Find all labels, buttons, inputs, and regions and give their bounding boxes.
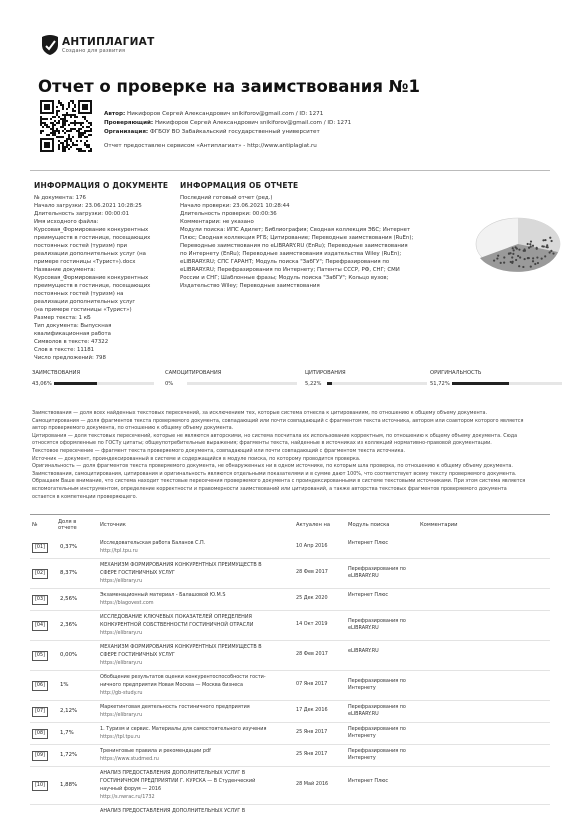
source-title: МЕХАНИЗМ ФОРМИРОВАНИЯ КОНКУРЕНТНЫХ ПРЕИМУЩЕСТВ В <box>100 562 262 568</box>
metric-label: ЗАИМСТВОВАНИЯ <box>32 370 81 376</box>
doc-info-line: преимуществ в гостинице, посещающих <box>34 283 151 289</box>
report-info-line: eLIBRARY.RU; СПС ГАРАНТ; Модуль поиска "ЗабГУ"; Перефразирования по <box>180 259 390 265</box>
doc-info-line: Число предложений: 798 <box>34 355 106 361</box>
row-module <box>348 592 420 599</box>
source-title: АНАЛИЗ ПРЕДОСТАВЛЕНИЯ ДОПОЛНИТЕЛЬНЫХ УСЛУГ В <box>100 770 246 776</box>
row-source <box>100 591 288 607</box>
row-number: [04] <box>32 621 48 631</box>
row-module <box>348 778 420 785</box>
definition-line: относятся оформленные по ГОСТу цитаты; общеупотребительные выражения; фрагменты текста, найденные в источниках из коллекций нормативно-правовой документации. <box>32 440 492 447</box>
row-number: [02] <box>32 569 48 579</box>
report-info-line: Длительность проверки: 00:00:36 <box>180 211 277 217</box>
definition-line: Обращаем Ваше внимание, что система находит текстовые пересечения проверяемого документа с проиндексированными в системе текстовыми источниками. При этом система является <box>32 478 526 485</box>
service-notice[interactable]: Отчет предоставлен сервисом «Антиплагиат» - http://www.antiplagiat.ru <box>104 143 317 149</box>
checker-label: Проверяющий: <box>104 120 154 126</box>
row-share: 2,56% <box>60 596 78 602</box>
row-share: 2,12% <box>60 708 78 714</box>
module-line: Интернету <box>348 755 376 761</box>
source-title: Тренинговые правила и рекомендации pdf <box>100 748 211 754</box>
source-link[interactable]: https://elibrary.ru <box>100 712 143 718</box>
source-title: Обобщение результатов оценки конкурентоспособности гости- <box>100 674 266 680</box>
column-header: Доля в отчете <box>58 519 77 531</box>
row-date: 28 Фев 2017 <box>296 651 328 657</box>
report-info-line: eLIBRARY.RU; Перефразирования по Интернету; Патенты СССР, РФ, СНГ; СМИ <box>180 267 400 273</box>
column-header: № <box>32 522 38 528</box>
originality-pie-chart <box>470 200 565 285</box>
source-title: 1. Туризм и сервис. Материалы для самостоятельного изучения <box>100 726 267 732</box>
row-share: 8,37% <box>60 570 78 576</box>
doc-info-line: Курсовая_Формирование конкурентных <box>34 227 149 233</box>
source-link[interactable]: http://tpl.tpu.ru <box>100 548 138 554</box>
module-line: Интернету <box>348 733 376 739</box>
module-line: Перефразирования по <box>348 748 406 754</box>
table-row <box>0 745 579 767</box>
row-share: 1,7% <box>60 730 74 736</box>
source-link[interactable]: https://elibrary.ru <box>100 660 143 666</box>
doc-info-line: преимуществ в гостинице, посещающих <box>34 235 151 241</box>
row-date: 25 Янв 2017 <box>296 751 328 757</box>
doc-info-line: Размер текста: 1 кБ <box>34 315 91 321</box>
row-number: [06] <box>32 681 48 691</box>
report-info-line: Плюс; Сводная коллекция РГБ; Цитирование; Переводные заимствования (RuEn); <box>180 235 414 241</box>
row-date: 25 Дек 2020 <box>296 595 328 601</box>
page-title: Отчет о проверке на заимствования №1 <box>38 77 420 96</box>
source-link[interactable]: http://gb-study.ru <box>100 690 143 696</box>
row-source <box>100 643 288 667</box>
row-module <box>348 566 420 580</box>
column-header: Модуль поиска <box>348 522 390 528</box>
table-row <box>0 537 579 559</box>
source-title: Экзаменационный материал - Балашовой Ю.М.S <box>100 592 226 598</box>
row-module <box>348 678 420 692</box>
module-line: Перефразирования по <box>348 704 406 710</box>
row-source <box>100 747 288 763</box>
table-row <box>0 805 579 827</box>
doc-info-line: постоянных гостей (туризм) при <box>34 243 128 249</box>
module-line: Перефразирования по <box>348 726 406 732</box>
row-number: [01] <box>32 543 48 553</box>
row-number: [03] <box>32 595 48 605</box>
metric-bar-fill <box>452 382 509 385</box>
source-title: СФЕРЕ ГОСТИНИЧНЫХ УСЛУГ <box>100 652 175 658</box>
antiplagiat-logo-icon <box>40 34 60 56</box>
row-number: [09] <box>32 751 48 761</box>
meta-checker <box>104 120 351 126</box>
author-value: Никифоров Сергей Александрович snikiforov@gmail.com / ID: 1271 <box>126 111 324 117</box>
doc-info-line: примере гостиницы «Турист»).docx <box>34 259 136 265</box>
row-source <box>100 703 288 719</box>
metric-value: 43,06% <box>32 381 52 387</box>
module-line: Интернету <box>348 685 376 691</box>
definition-line: Заимствования — доля всех найденных текстовых пересечений, за исключением тех, которые система отнесла к цитированиям, по отношению к общему объему документа. <box>32 410 488 416</box>
row-module <box>348 618 420 632</box>
qr-code <box>40 100 92 152</box>
table-row <box>0 611 579 641</box>
row-module <box>348 648 420 655</box>
source-title: АНАЛИЗ ПРЕДОСТАВЛЕНИЯ ДОПОЛНИТЕЛЬНЫХ УСЛУГ В <box>100 808 246 814</box>
report-info-line: по Интернету (EnRu); Переводные заимствования издательства Wiley (RuEn); <box>180 251 402 257</box>
definition-line: Самоцитирования — доля фрагментов текста проверяемого документа, совпадающий или почти совпадающий с фрагментом текста источника, автором или соавтором которого является <box>32 417 524 424</box>
table-row <box>0 589 579 611</box>
doc-info-line: Слов в тексте: 11181 <box>34 347 95 353</box>
row-date: 17 Дек 2016 <box>296 707 328 713</box>
row-module <box>348 748 420 762</box>
table-row <box>0 641 579 671</box>
definition-line: Источник — документ, проиндексированный в системе и содержащийся в модуле поиска, по которому проводится проверка. <box>32 455 361 462</box>
report-info-line: Комментарии: не указано <box>180 219 254 225</box>
org-value: ФГБОУ ВО Забайкальский государственный университет <box>149 129 320 135</box>
row-share: 1% <box>60 682 69 688</box>
report-info-line: России и СНГ; Шаблонные фразы; Модуль поиска "ЗабГУ"; Кольцо вузов; <box>180 275 389 281</box>
table-row <box>0 671 579 701</box>
report-info-heading: ИНФОРМАЦИЯ ОБ ОТЧЕТЕ <box>180 181 299 190</box>
row-source <box>100 539 288 555</box>
source-link[interactable]: https://www.studmed.ru <box>100 756 159 762</box>
row-source <box>100 561 288 585</box>
row-number: [08] <box>32 729 48 739</box>
row-number: [10] <box>32 781 48 791</box>
row-source <box>100 769 288 801</box>
doc-info-line: квалификационная работа <box>34 331 111 337</box>
doc-info-line: реализации дополнительных услуг <box>34 299 136 305</box>
meta-organization <box>104 129 320 135</box>
definition-line: вспомогательным инструментом, определение корректности и правомерности заимствований или цитирований, а также авторства текстовых фрагментов проверяемого документа <box>32 486 507 492</box>
module-line: eLIBRARY.RU <box>348 573 379 579</box>
module-line: eLIBRARY.RU <box>348 625 379 631</box>
source-link[interactable]: http://s.nwrac.ru/1732 <box>100 794 155 800</box>
report-info-line: Последний готовый отчет (ред.) <box>180 195 273 201</box>
metric-bar-track <box>54 382 154 385</box>
org-label: Организация: <box>104 129 149 135</box>
source-title: МЕХАНИЗМ ФОРМИРОВАНИЯ КОНКУРЕНТНЫХ ПРЕИМУЩЕСТВ В <box>100 644 262 650</box>
row-module <box>348 704 420 718</box>
column-header: Актуален на <box>296 522 331 528</box>
source-link[interactable]: https://tpl.tpu.ru <box>100 734 141 740</box>
table-row <box>0 723 579 745</box>
module-line: eLIBRARY.RU <box>348 711 379 717</box>
module-line: Перефразирования по <box>348 618 406 624</box>
doc-info-line: Начало загрузки: 23.06.2021 10:28:25 <box>34 203 142 209</box>
source-link[interactable]: https://blagovest.com <box>100 600 154 606</box>
row-share: 0,00% <box>60 652 78 658</box>
row-number: [05] <box>32 651 48 661</box>
row-share: 0,37% <box>60 544 78 550</box>
module-line: Перефразирования по <box>348 678 406 684</box>
definition-line: Текстовое пересечение — фрагмент текста проверяемого документа, совпадающий или почти совпадающий с фрагментом текста источника. <box>32 448 406 454</box>
source-title: ничного предприятия Новая Москва — Москва бизнеса <box>100 682 243 688</box>
metric-label: ОРИГИНАЛЬНОСТЬ <box>430 370 482 376</box>
definition-line: автор проверяемого документа, по отношению к общему объему документа. <box>32 425 234 432</box>
metric-bar-fill <box>54 382 97 385</box>
doc-info-line: постоянных гостей (туризм) на <box>34 291 124 297</box>
row-share: 1,72% <box>60 752 78 758</box>
table-row <box>0 701 579 723</box>
source-title: Маркетинговая деятельность гостиничного предприятия <box>100 704 250 710</box>
doc-info-line: Тип документа: Выпускная <box>34 323 112 329</box>
row-source <box>100 725 288 741</box>
row-share: 2,36% <box>60 622 78 628</box>
source-title: СФЕРЕ ГОСТИНИЧНЫХ УСЛУГ <box>100 570 175 576</box>
module-line: Интернет Плюс <box>348 778 389 784</box>
source-title: научный форум — 2016 <box>100 786 162 792</box>
column-header: Комментарии <box>420 522 458 528</box>
row-module <box>348 540 420 547</box>
author-label: Автор: <box>104 111 126 117</box>
doc-info-line: реализации дополнительных услуг (на <box>34 251 146 257</box>
metric-value: 51,72% <box>430 381 450 387</box>
doc-info-line: Длительность загрузки: 00:00:01 <box>34 211 130 217</box>
report-info-line: Начало проверки: 23.06.2021 10:28:44 <box>180 203 290 209</box>
report-info-line: Модули поиска: ИПС Адилет; Библиография; Сводная коллекция ЭБС; Интернет <box>180 227 411 233</box>
metric-label: САМОЦИТИРОВАНИЯ <box>165 370 222 376</box>
definition-line: Оригинальность — доля фрагментов текста проверяемого документа, не обнаруженных ни в одном источнике, по которым шла проверка, по отношению к общему объему документа. <box>32 463 513 470</box>
source-title: КОНКУРЕНТНОЙ СОБСТВЕННОСТИ ГОСТИНИЧНОЙ ОТРАСЛИ <box>100 622 254 628</box>
row-source <box>100 613 288 637</box>
row-date: 28 Фев 2017 <box>296 569 328 575</box>
source-title: ИССЛЕДОВАНИЕ КЛЮЧЕВЫХ ПОКАЗАТЕЛЕЙ ОПРЕДЕЛЕНИЯ <box>100 614 252 620</box>
table-row <box>0 559 579 589</box>
definition-line: Заимствования, самоцитирования, цитирования и оригинальность являются отдельными показателями и в сумме дают 100%, что соответствует всему тексту проверяемого документа. <box>32 470 517 477</box>
metric-label: ЦИТИРОВАНИЯ <box>305 370 346 376</box>
row-date: 14 Окт 2019 <box>296 621 328 627</box>
metric-bar-fill <box>327 382 332 385</box>
module-line: Перефразирования по <box>348 566 406 572</box>
module-line: Интернет Плюс <box>348 540 389 546</box>
meta-author <box>104 111 323 117</box>
module-line: Интернет Плюс <box>348 592 389 598</box>
brand-name: АНТИПЛАГИАТ <box>62 36 155 48</box>
row-date: 28 Май 2016 <box>296 781 329 787</box>
column-header: Источник <box>100 522 126 528</box>
source-title: ГОСТИНИЧНОМ ПРЕДПРИЯТИИ Г. КУРСКА — В Студенческий <box>100 778 256 784</box>
table-row <box>0 767 579 805</box>
report-info-line: Переводные заимствования по eLIBRARY.RU (EnRu); Переводные заимствования <box>180 243 408 249</box>
row-module <box>348 726 420 740</box>
row-date: 10 Апр 2016 <box>296 543 328 549</box>
doc-info-line: (на примере гостиницы «Турист») <box>34 307 132 313</box>
row-share: 1,88% <box>60 782 78 788</box>
row-number: [07] <box>32 707 48 717</box>
checker-value: Никифоров Сергей Александрович snikiforov@gmail.com / ID: 1271 <box>154 120 352 126</box>
doc-info-line: № документа: 176 <box>34 195 86 201</box>
doc-info-heading: ИНФОРМАЦИЯ О ДОКУМЕНТЕ <box>34 181 169 190</box>
divider <box>30 170 550 171</box>
definition-line: остается в компетенции проверяющего. <box>32 493 138 500</box>
doc-info-line: Символов в тексте: 47322 <box>34 339 109 345</box>
table-top-rule <box>30 514 550 515</box>
doc-info-line: Имя исходного файла: <box>34 219 99 225</box>
source-title: Исследовательская работа Баланов С.П. <box>100 540 206 546</box>
source-link[interactable]: https://elibrary.ru <box>100 578 143 584</box>
row-source <box>100 807 288 815</box>
source-link[interactable]: https://elibrary.ru <box>100 630 143 636</box>
doc-info-line: Название документа: <box>34 267 96 273</box>
metric-bar-track <box>327 382 427 385</box>
metric-value: 0% <box>165 381 174 387</box>
metric-bar-track <box>187 382 297 385</box>
report-info-line: Издательство Wiley; Переводные заимствования <box>180 283 320 289</box>
row-date: 25 Янв 2017 <box>296 729 328 735</box>
metric-bar-track <box>452 382 562 385</box>
brand-tagline: Создано для развития <box>62 48 126 54</box>
doc-info-line: Курсовая_Формирование конкурентных <box>34 275 149 281</box>
definition-line: Цитирования — доля текстовых пересечений, которые не являются авторскими, но система посчитала их использование корректным, по отношению к общему объему документа. Сюда <box>32 432 518 439</box>
row-source <box>100 673 288 697</box>
module-line: eLIBRARY.RU <box>348 648 379 654</box>
row-date: 07 Янв 2017 <box>296 681 328 687</box>
metric-value: 5,22% <box>305 381 322 387</box>
